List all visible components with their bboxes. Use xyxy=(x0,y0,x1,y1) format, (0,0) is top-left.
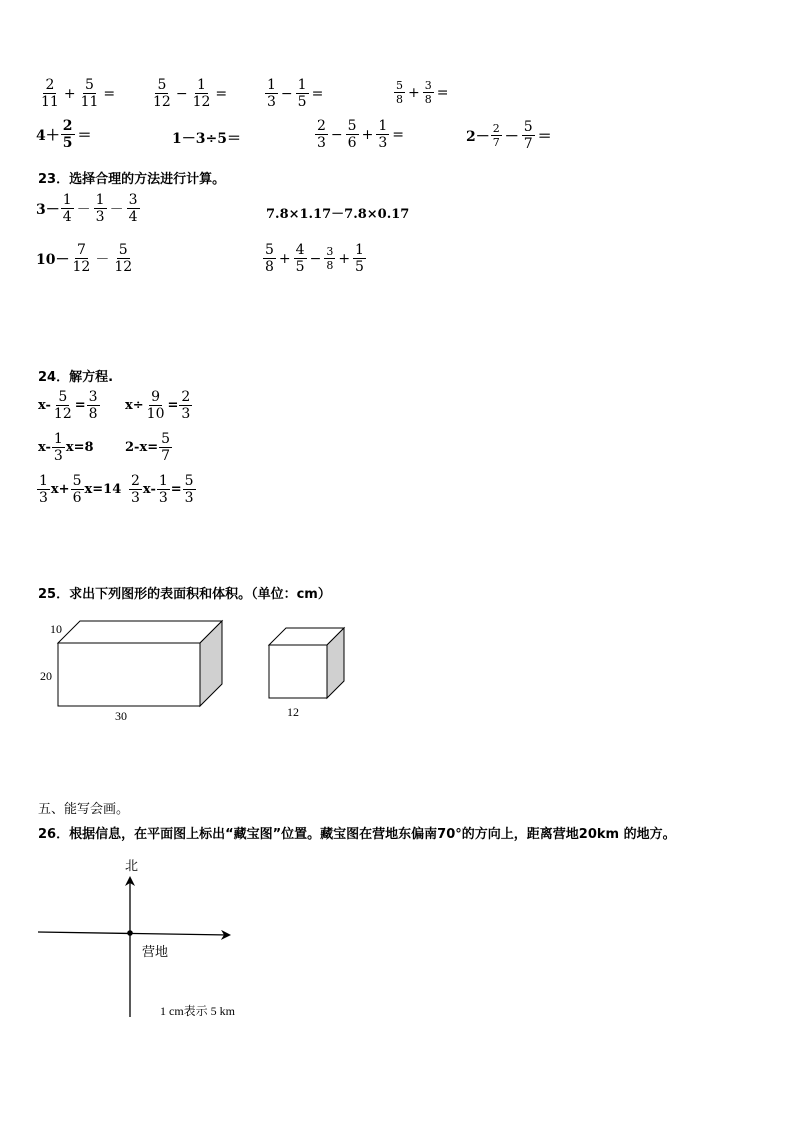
calc-row1-expr4: $\frac{5}{8}$ + $\frac{3}{8}$ = xyxy=(396,79,449,106)
question-24-heading: 24．解方程. xyxy=(38,370,114,385)
q24-eq1: x- $\frac{5}{12}$ = $\frac{3}{8}$ xyxy=(38,389,98,422)
question-25-heading: 25．求出下列图形的表面积和体积。（单位：cm） xyxy=(38,587,331,602)
fraction: $\frac{4}{5}$ xyxy=(295,242,305,275)
calc-row2-expr3: $\frac{2}{3}$ − $\frac{5}{6}$ + $\frac{1}{3}$ = xyxy=(317,118,404,151)
fraction: $\frac{3}{8}$ xyxy=(424,79,432,106)
calc-row2-expr1: 4＋ $\frac{2}{5}$ ＝ xyxy=(36,118,92,151)
fraction: $\frac{5}{8}$ xyxy=(265,242,274,275)
fraction: $\frac{5}{11}$ xyxy=(80,77,99,110)
fraction: $\frac{1}{3}$ xyxy=(378,118,388,151)
fraction: $\frac{2}{3}$ xyxy=(317,118,326,151)
fraction: $\frac{1}{3}$ xyxy=(267,77,276,110)
section-5-heading: 五、能写会画。 xyxy=(38,802,130,817)
calc-row1-expr3: $\frac{1}{3}$ − $\frac{1}{5}$ = xyxy=(267,77,324,110)
fraction: $\frac{1}{3}$ xyxy=(95,192,105,225)
fraction: $\frac{2}{3}$ xyxy=(131,473,140,506)
calc-row2-expr2: 1－3÷5＝ xyxy=(172,131,241,147)
fraction: $\frac{3}{4}$ xyxy=(128,192,138,225)
fraction: $\frac{2}{5}$ xyxy=(62,118,73,151)
question-23-heading: 23．选择合理的方法进行计算。 xyxy=(38,172,226,187)
fraction: $\frac{3}{8}$ xyxy=(326,245,334,272)
calc-row1-expr2: $\frac{5}{12}$ − $\frac{1}{12}$ = xyxy=(153,77,228,110)
scale-label: 1 cm表示 5 km xyxy=(160,1004,235,1018)
q24-eq6: $\frac{2}{3}$ x- $\frac{1}{3}$ = $\frac{5}{3}$ xyxy=(131,473,194,506)
north-label: 北 xyxy=(125,858,139,873)
q24-eq2: x÷ $\frac{9}{10}$ = $\frac{2}{3}$ xyxy=(125,389,191,422)
fraction: $\frac{5}{3}$ xyxy=(184,473,194,506)
fraction: $\frac{5}{12}$ xyxy=(114,242,133,275)
q23-expr4: $\frac{5}{8}$ + $\frac{4}{5}$ − $\frac{3}{8}$ + $\frac{1}{5}$ xyxy=(265,242,364,275)
cube-edge-label: 12 xyxy=(287,705,299,719)
calc-row2-expr4: 2－ $\frac{2}{7}$ － $\frac{5}{7}$ ＝ xyxy=(466,119,552,152)
cuboid-length-label: 30 xyxy=(115,709,127,723)
camp-point xyxy=(127,930,133,936)
q24-eq5: $\frac{1}{3}$ x+ $\frac{5}{6}$ x=14 xyxy=(39,473,122,506)
fraction: $\frac{5}{12}$ xyxy=(53,389,72,422)
fraction: $\frac{5}{8}$ xyxy=(396,79,403,106)
cuboid-drawing xyxy=(58,621,222,706)
cuboid-height-label: 20 xyxy=(40,669,52,683)
cuboid-depth-label: 10 xyxy=(50,622,62,636)
fraction: $\frac{5}{6}$ xyxy=(72,473,82,506)
calc-row1-expr1: $\frac{2}{11}$ + $\frac{5}{11}$ = xyxy=(41,77,116,110)
fraction: $\frac{3}{8}$ xyxy=(88,389,98,422)
q24-eq3: x- $\frac{1}{3}$ x=8 xyxy=(38,431,94,464)
east-axis xyxy=(38,932,229,935)
q23-expr2: 7.8×1.17－7.8×0.17 xyxy=(266,207,410,222)
fraction: $\frac{1}{3}$ xyxy=(53,431,63,464)
q23-expr1: 3－ $\frac{1}{4}$ － $\frac{1}{3}$ － $\frac{3}{4}$ xyxy=(36,192,138,225)
question-26-heading: 26．根据信息，在平面图上标出“藏宝图”位置。藏宝图在营地东偏南70°的方向上，距离营地20km 的地方。 xyxy=(38,827,676,842)
fraction: $\frac{5}{6}$ xyxy=(347,118,357,151)
fraction: $\frac{5}{7}$ xyxy=(523,119,533,152)
fraction: $\frac{5}{7}$ xyxy=(161,431,171,464)
q23-expr3: 10－ $\frac{7}{12}$ － $\frac{5}{12}$ xyxy=(36,242,133,275)
fraction: $\frac{1}{3}$ xyxy=(158,473,168,506)
fraction: $\frac{2}{7}$ xyxy=(492,122,500,149)
fraction: $\frac{1}{12}$ xyxy=(192,77,211,110)
fraction: $\frac{1}{5}$ xyxy=(355,242,364,275)
cube-drawing xyxy=(269,628,344,698)
fraction: $\frac{1}{4}$ xyxy=(62,192,72,225)
map-figure xyxy=(0,850,320,1030)
fraction: $\frac{1}{5}$ xyxy=(297,77,307,110)
fraction: $\frac{2}{11}$ xyxy=(41,77,59,110)
fraction: $\frac{7}{12}$ xyxy=(72,242,91,275)
fraction: $\frac{5}{12}$ xyxy=(153,77,171,110)
camp-label: 营地 xyxy=(142,944,169,959)
fraction: $\frac{2}{3}$ xyxy=(181,389,191,422)
fraction: $\frac{1}{3}$ xyxy=(39,473,48,506)
q24-eq4: 2-x= $\frac{5}{7}$ xyxy=(125,431,171,464)
fraction: $\frac{9}{10}$ xyxy=(146,389,165,422)
solids-figure xyxy=(0,600,400,730)
